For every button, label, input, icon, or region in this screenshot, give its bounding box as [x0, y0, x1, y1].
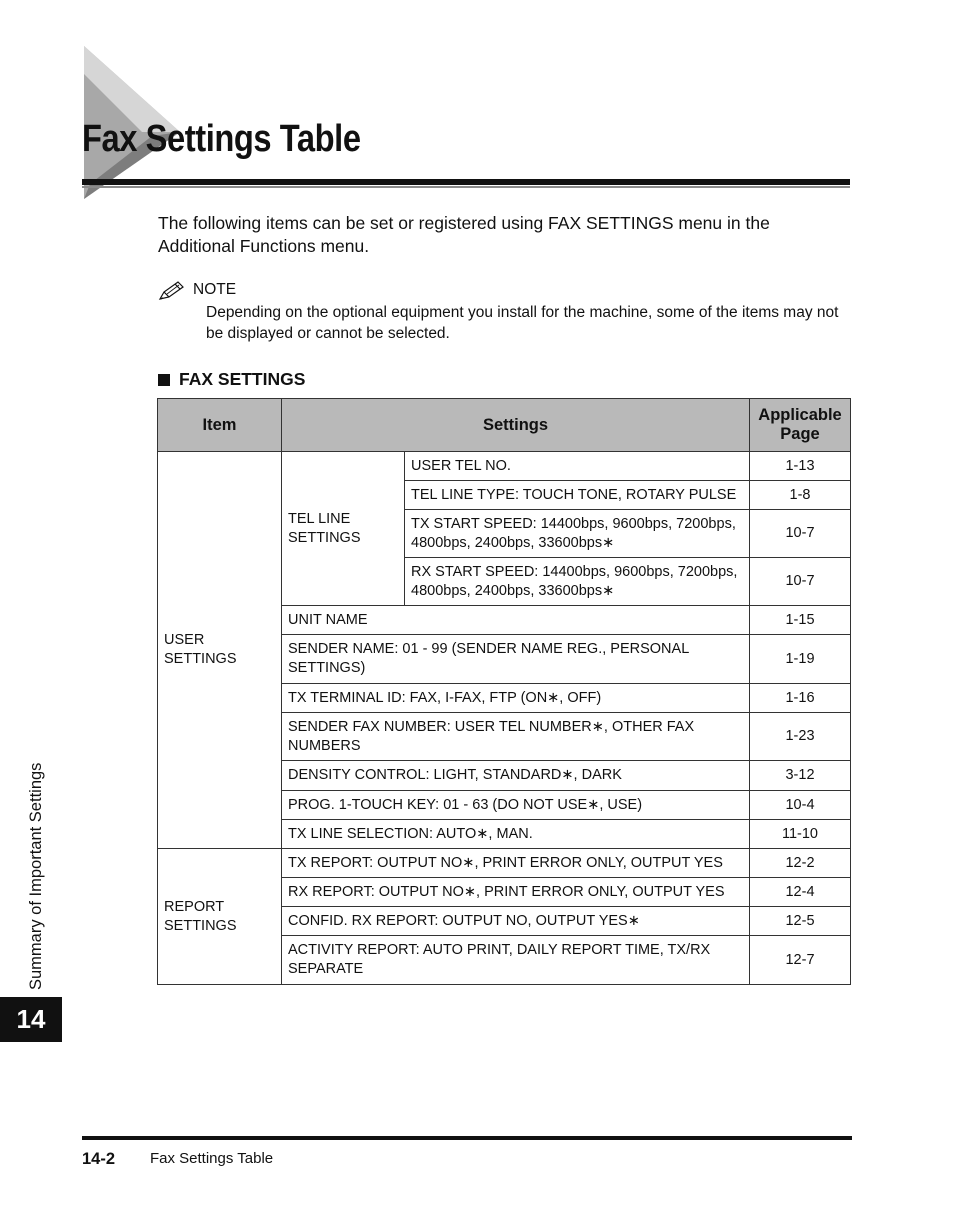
setting-cell: TEL LINE TYPE: TOUCH TONE, ROTARY PULSE	[405, 481, 750, 510]
page-title: Fax Settings Table	[82, 118, 361, 160]
table-header-row	[158, 399, 851, 452]
note-text: Depending on the optional equipment you install for the machine, some of the items may not be displayed or cannot be selected.	[206, 304, 839, 342]
page-cell: 12-4	[750, 878, 851, 907]
setting-cell: DENSITY CONTROL: LIGHT, STANDARD∗, DARK	[282, 761, 750, 791]
note-label: NOTE	[193, 281, 237, 298]
setting-cell: TX LINE SELECTION: AUTO∗, MAN.	[282, 820, 750, 849]
chapter-tab: 14	[0, 997, 62, 1042]
footer-rule	[82, 1136, 852, 1140]
header-applicable-page: Applicable Page	[750, 399, 851, 452]
header-item: Item	[158, 399, 282, 452]
page-cell: 1-8	[750, 481, 851, 510]
setting-cell: RX REPORT: OUTPUT NO∗, PRINT ERROR ONLY, OUTPUT YES	[282, 878, 750, 907]
page-cell: 12-7	[750, 936, 851, 985]
pencil-icon	[158, 280, 186, 302]
setting-cell: ACTIVITY REPORT: AUTO PRINT, DAILY REPORT TIME, TX/RX SEPARATE	[282, 936, 750, 985]
setting-cell: TX REPORT: OUTPUT NO∗, PRINT ERROR ONLY, OUTPUT YES	[282, 849, 750, 878]
side-chapter-label: Summary of Important Settings	[27, 762, 45, 990]
setting-cell: CONFID. RX REPORT: OUTPUT NO, OUTPUT YES∗	[282, 907, 750, 936]
footer-page-number: 14-2	[82, 1150, 116, 1168]
title-rule	[82, 179, 850, 185]
page-cell: 1-19	[750, 635, 851, 684]
group-report-settings: REPORT SETTINGS	[158, 849, 282, 985]
page-cell: 10-4	[750, 791, 851, 820]
page-cell: 1-23	[750, 713, 851, 761]
intro-paragraph: The following items can be set or registered using FAX SETTINGS menu in the Additional Functions menu.	[158, 213, 770, 256]
table-row	[158, 452, 851, 481]
page-cell: 10-7	[750, 510, 851, 558]
setting-cell: SENDER FAX NUMBER: USER TEL NUMBER∗, OTHER FAX NUMBERS	[282, 713, 750, 761]
header-settings: Settings	[282, 399, 750, 452]
page-cell: 1-15	[750, 606, 851, 635]
group-user-settings: USER SETTINGS	[158, 452, 282, 849]
page-cell: 11-10	[750, 820, 851, 849]
page-cell: 1-16	[750, 684, 851, 713]
square-bullet-icon	[158, 374, 170, 386]
page-cell: 1-13	[750, 452, 851, 481]
page-cell: 12-2	[750, 849, 851, 878]
setting-cell: USER TEL NO.	[405, 452, 750, 481]
page-cell: 12-5	[750, 907, 851, 936]
setting-cell: TX TERMINAL ID: FAX, I-FAX, FTP (ON∗, OFF)	[282, 684, 750, 713]
section-heading	[158, 369, 305, 390]
setting-cell: TX START SPEED: 14400bps, 9600bps, 7200bps, 4800bps, 2400bps, 33600bps∗	[405, 510, 750, 558]
page-cell: 10-7	[750, 558, 851, 606]
setting-cell: SENDER NAME: 01 - 99 (SENDER NAME REG., PERSONAL SETTINGS)	[282, 635, 750, 684]
setting-cell: PROG. 1-TOUCH KEY: 01 - 63 (DO NOT USE∗, USE)	[282, 791, 750, 820]
group-tel-line-settings: TEL LINE SETTINGS	[282, 452, 405, 606]
setting-cell: RX START SPEED: 14400bps, 9600bps, 7200bps, 4800bps, 2400bps, 33600bps∗	[405, 558, 750, 606]
fax-settings-table	[157, 398, 851, 985]
footer-title: Fax Settings Table	[150, 1150, 274, 1167]
setting-cell: UNIT NAME	[282, 606, 750, 635]
page-cell: 3-12	[750, 761, 851, 791]
title-rule-shadow	[82, 186, 850, 188]
table-row	[158, 849, 851, 878]
section-heading-text: FAX SETTINGS	[179, 369, 306, 389]
